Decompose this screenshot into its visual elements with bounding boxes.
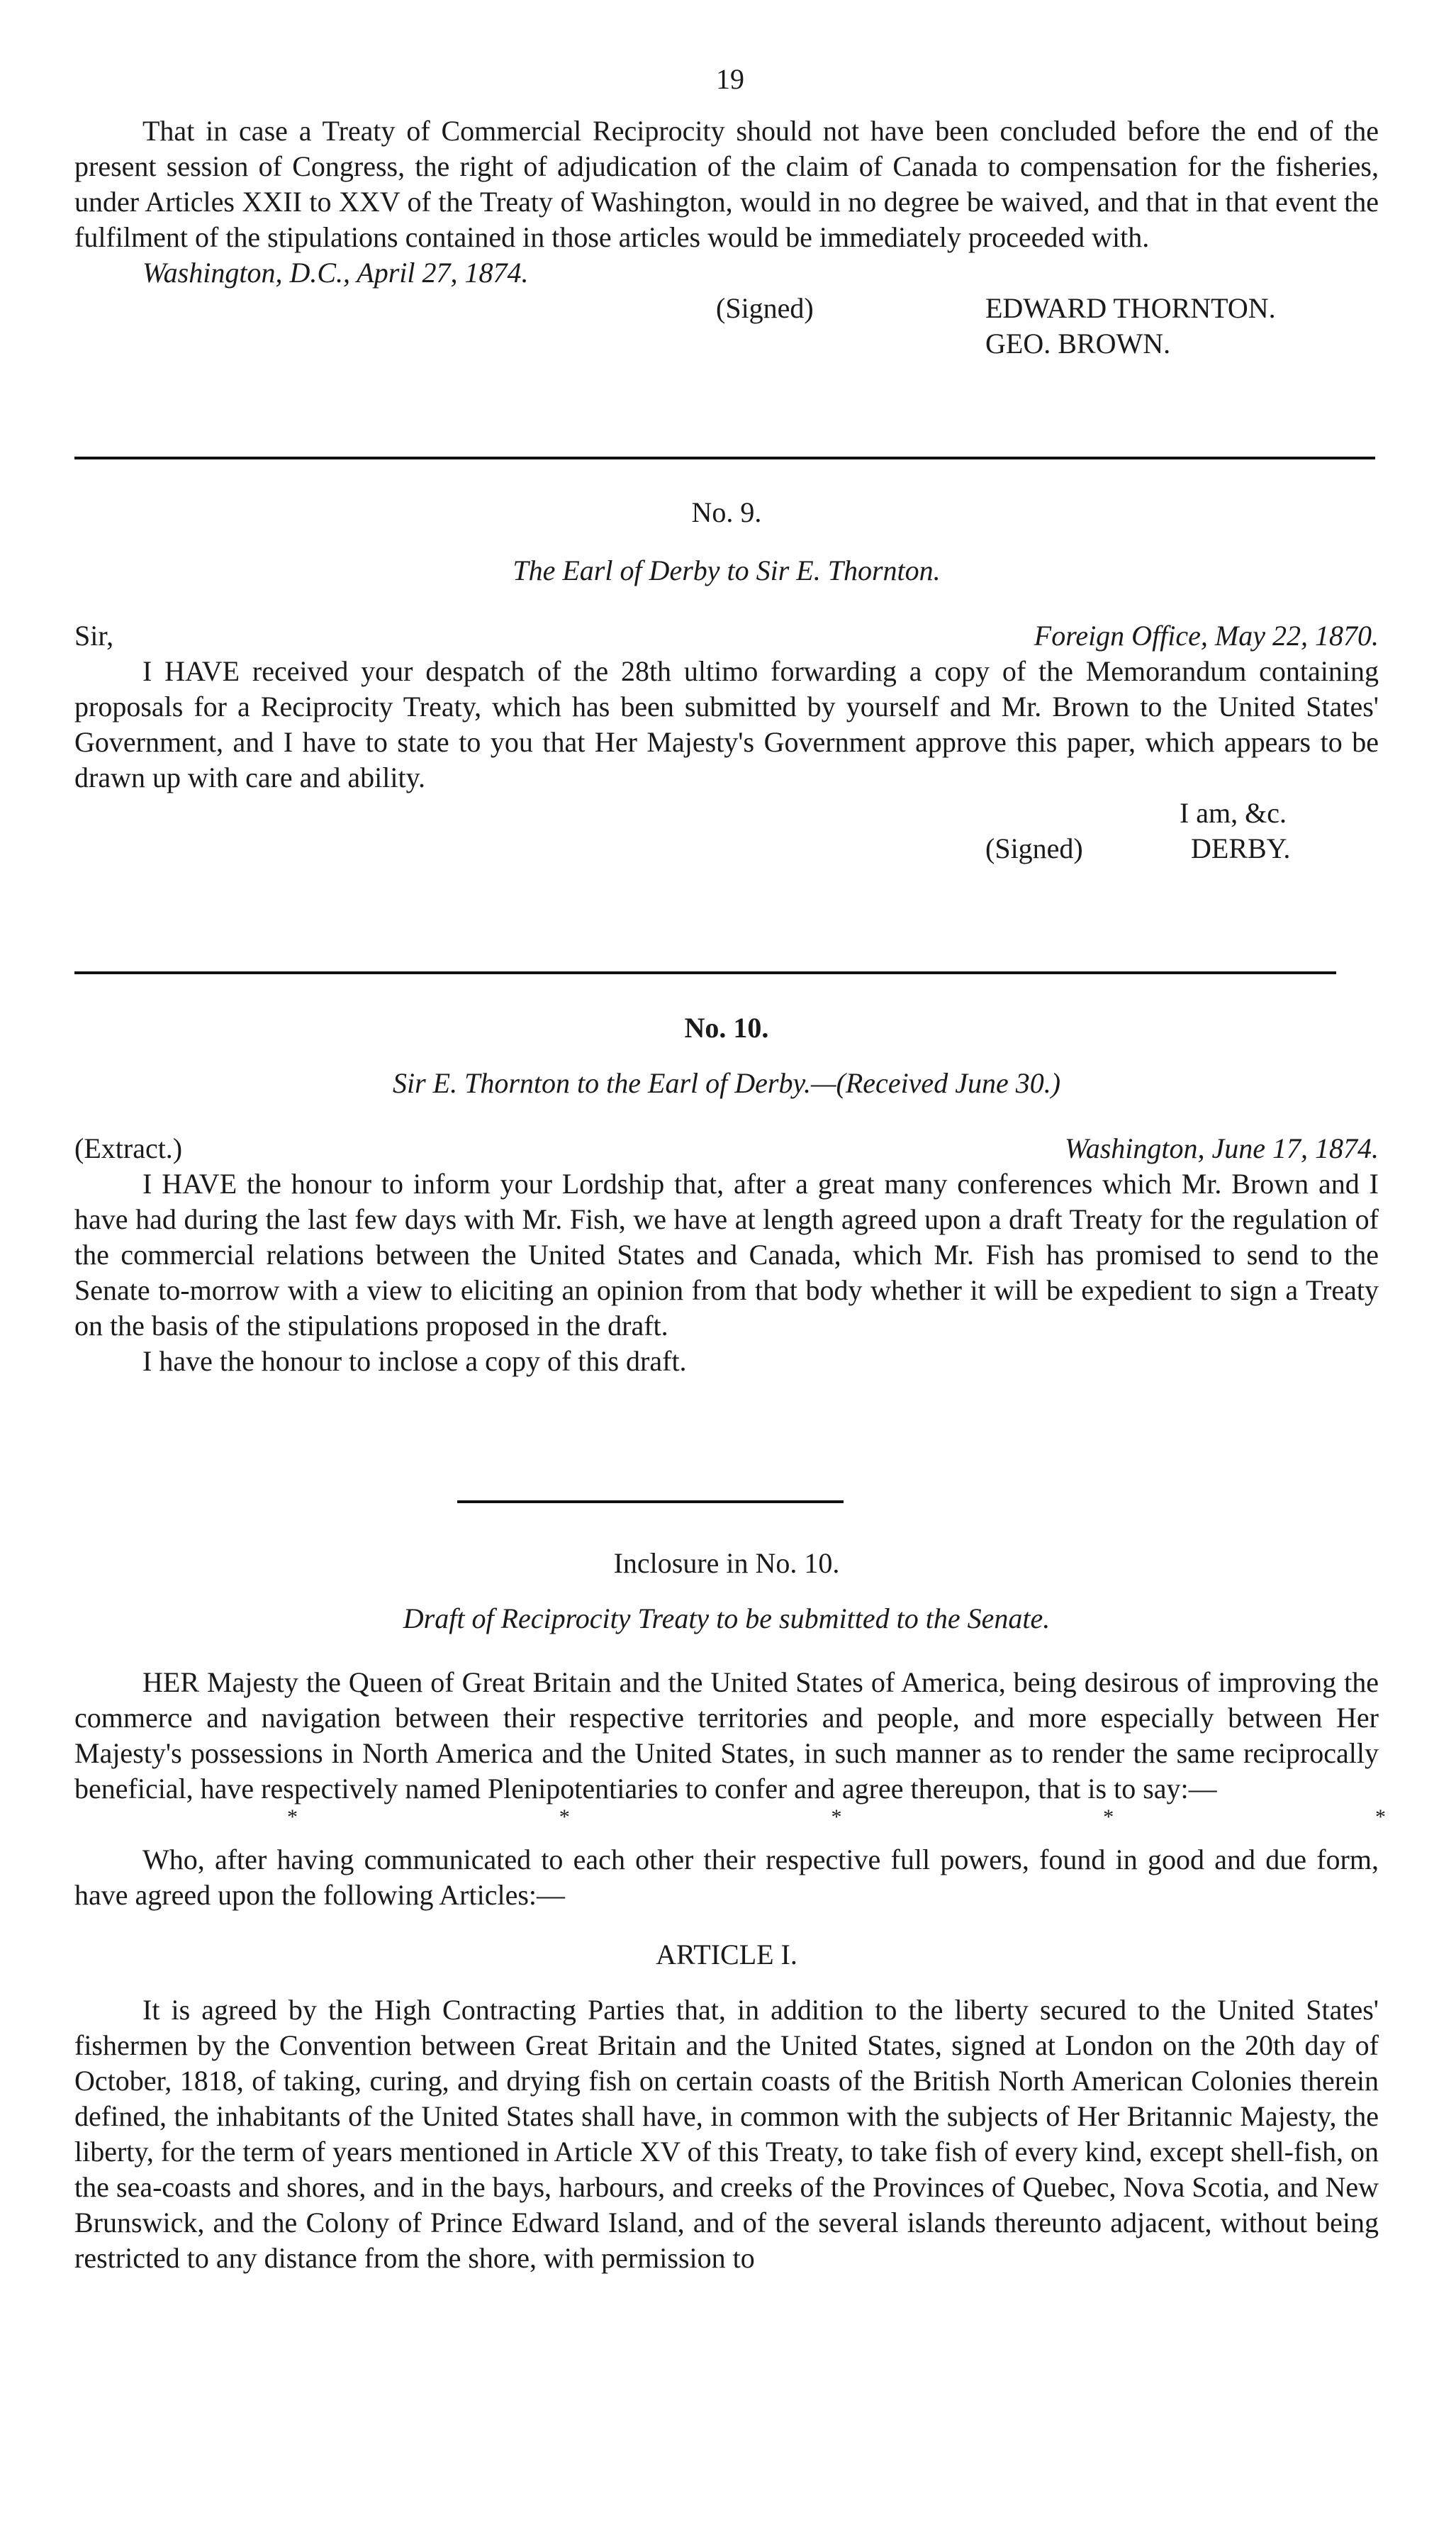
page-number: 19 xyxy=(716,63,744,95)
opening-place-date: Washington, D.C., April 27, 1874. xyxy=(142,257,529,289)
place-date: Foreign Office, May 22, 1870. xyxy=(1034,620,1379,652)
document-no-10 xyxy=(74,1010,1379,1379)
salutation-row xyxy=(74,618,1379,654)
article-text: It is agreed by the High Contracting Parties that, in addition to the liberty secured to the United States' fishermen by the Convention between Great Britain and the United States, signed at London on the 20th day of October, 1818, of taking, curing, and drying fish on certain coasts of the British North American Colonies therein defined, the inhabitants of the United States shall have, in common with the subjects of Her Britannic Majesty, the liberty, for the term of years mentioned in Article XV of this Treaty, to take fish of every kind, except shell-fish, on the sea-coasts and shores, and in the bays, harbours, and creeks of the Provinces of Quebec, Nova Scotia, and New Brunswick, and the Colony of Prince Edward Island, and of the several islands thereunto adjacent, without being restricted to any distance from the shore, with permission to xyxy=(74,1994,1379,2274)
letter-body: I HAVE received your despatch of the 28th ultimo forwarding a copy of the Memorandum containing proposals for a Reciprocity Treaty, which has been submitted by yourself and Mr. Brown to the United States' Government, and I have to state to you that Her Majesty's Government approve this paper, which appears to be drawn up with care and ability. xyxy=(74,655,1379,793)
letter-body: I HAVE the honour to inform your Lordship that, after a great many conferences which Mr. Brown and I have had during the last few days with Mr. Fish, we have at length agreed upon a draft Treaty for the regulation of the commercial relations between the United States and Canada, which Mr. Fish has promised to send to the Senate to-morrow with a view to eliciting an opinion from that body whether it will be expedient to sign a Treaty on the basis of the stipulations proposed in the draft. xyxy=(74,1168,1379,1342)
omission-stars xyxy=(287,1807,1386,1828)
document-number: No. 10. xyxy=(684,1012,769,1044)
document-number: No. 9. xyxy=(691,496,762,528)
signatory-name: EDWARD THORNTON. xyxy=(985,292,1276,324)
signatory-name: DERBY. xyxy=(1191,832,1291,864)
star: * xyxy=(1375,1805,1386,1829)
opening-paragraph: That in case a Treaty of Commercial Reciprocity should not have been concluded before the end of the present session of Congress, the right of adjudication of the claim of Canada to compensation for the fisheries, under Articles XXII to XXV of the Treaty of Washington, would in no degree be waived, and that in that event the fulfilment of the stipulations contained in those articles would be immediately proceeded with. xyxy=(74,115,1379,253)
inclosure-subtitle: Draft of Reciprocity Treaty to be submitted to the Senate. xyxy=(403,1602,1051,1634)
document-heading: The Earl of Derby to Sir E. Thornton. xyxy=(513,554,941,586)
star: * xyxy=(287,1805,298,1829)
signature xyxy=(985,831,1379,866)
inclosure-section xyxy=(74,1546,1386,2276)
full-powers-paragraph: Who, after having communicated to each other their respective full powers, found in good and due form, have agreed upon the following Articles:— xyxy=(74,1844,1379,1911)
opening-signature-1 xyxy=(716,291,1379,326)
opening-signature-2 xyxy=(985,326,1379,362)
signatory-name: GEO. BROWN. xyxy=(985,328,1171,359)
short-divider xyxy=(457,1500,844,1503)
letter-body-closing: I have the honour to inclose a copy of this draft. xyxy=(142,1345,687,1377)
document-no-9 xyxy=(74,495,1379,866)
extract-label: (Extract.) xyxy=(74,1132,183,1164)
signed-label: (Signed) xyxy=(985,832,1083,864)
star: * xyxy=(1103,1805,1114,1829)
star: * xyxy=(559,1805,570,1829)
closing: I am, &c. xyxy=(1179,797,1287,829)
inclosure-title: Inclosure in No. 10. xyxy=(613,1547,840,1579)
extract-row xyxy=(74,1131,1379,1166)
article-title: ARTICLE I. xyxy=(656,1939,797,1970)
treaty-preamble: HER Majesty the Queen of Great Britain and the United States of America, being desirous of improving the commerce and navigation between their respective territories and people, and more especially between Her Majesty's possessions in North America and the United States, in such manner as to render the same reciprocally beneficial, have respectively named Plenipotentiaries to confer and agree thereupon, that is to say:— xyxy=(74,1666,1379,1805)
signed-label: (Signed) xyxy=(716,292,814,324)
document-heading: Sir E. Thornton to the Earl of Derby.—(Received June 30.) xyxy=(392,1067,1061,1099)
opening-section xyxy=(74,113,1379,362)
salutation: Sir, xyxy=(74,620,114,652)
place-date: Washington, June 17, 1874. xyxy=(1065,1132,1379,1164)
star: * xyxy=(831,1805,842,1829)
section-divider xyxy=(74,971,1336,974)
section-divider xyxy=(74,457,1375,459)
